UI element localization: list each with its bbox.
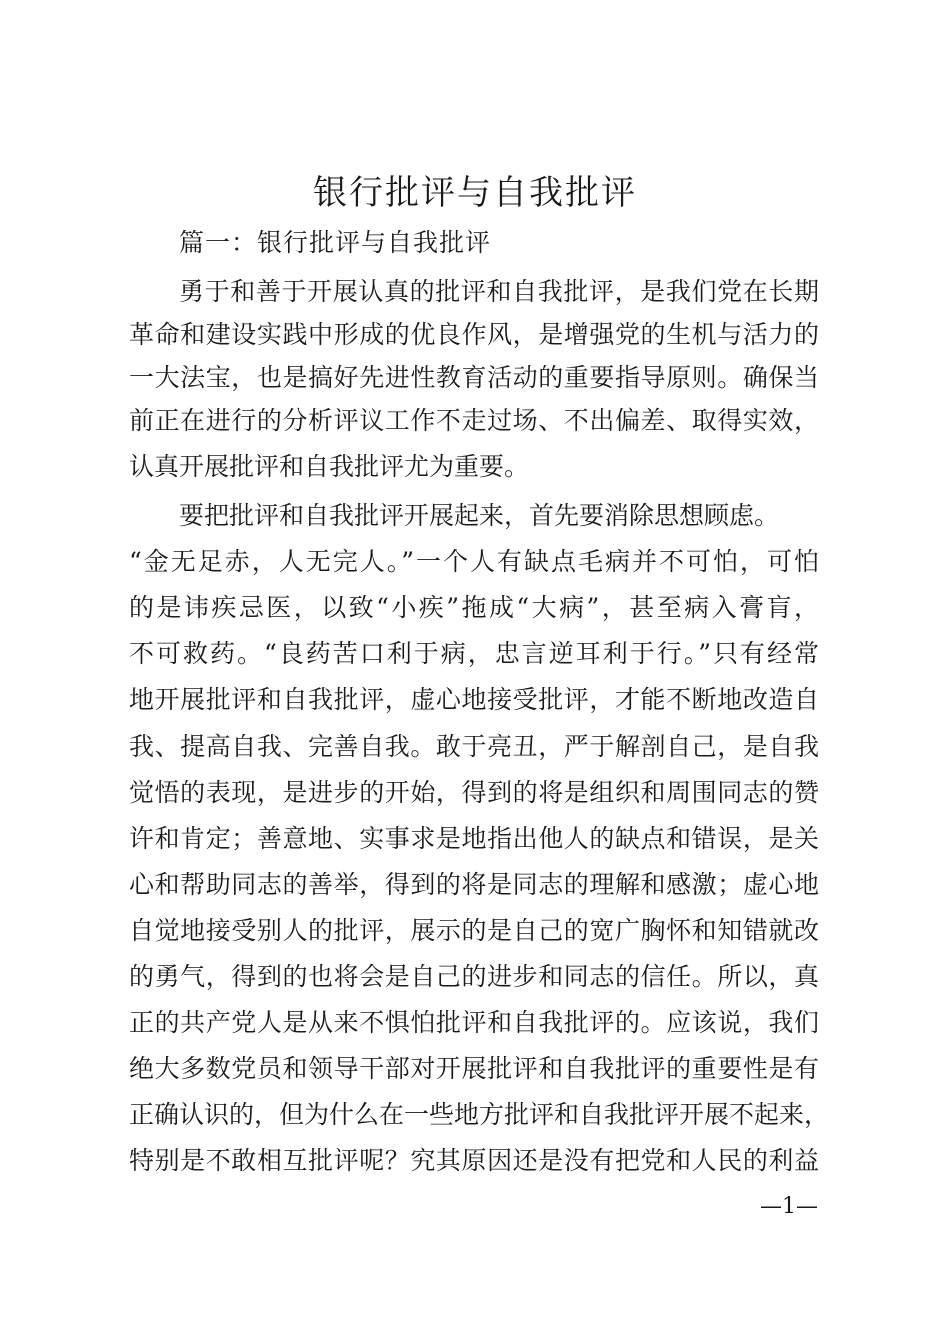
page-number: —1— (760, 1194, 818, 1219)
text-line: 特别是不敢相互批评呢？究其原因还是没有把党和人民的利益 (129, 1146, 819, 1175)
text-line: 勇于和善于开展认真的批评和自我批评，是我们党在长期 (179, 277, 819, 306)
section-heading: 篇一：银行批评与自我批评 (179, 228, 492, 257)
text-line: 不可救药。“良药苦口利于病，忠言逆耳利于行。”只有经常 (129, 639, 819, 668)
text-line: 正的共产党人是从来不惧怕批评和自我批评的。应该说，我们 (129, 1008, 819, 1037)
text-line: 许和肯定；善意地、实事求是地指出他人的缺点和错误，是关 (129, 824, 819, 853)
text-line: 认真开展批评和自我批评尤为重要。 (129, 452, 530, 481)
text-line: “金无足赤，人无完人。”一个人有缺点毛病并不可怕，可怕 (129, 547, 819, 576)
text-line: 正确认识的，但为什么在一些地方批评和自我批评开展不起来， (129, 1100, 830, 1129)
text-line: 革命和建设实践中形成的优良作风，是增强党的生机与活力的 (129, 320, 819, 349)
text-line: 的是讳疾忌医，以致“小疾”拖成“大病”，甚至病入膏肓， (129, 593, 819, 622)
text-line: 绝大多数党员和领导干部对开展批评和自我批评的重要性是有 (129, 1054, 819, 1083)
text-line: 觉悟的表现，是进步的开始，得到的将是组织和周围同志的赞 (129, 778, 819, 807)
text-line: 的勇气，得到的也将会是自己的进步和同志的信任。所以，真 (129, 962, 819, 991)
text-line: 一大法宝，也是搞好先进性教育活动的重要指导原则。确保当 (129, 363, 819, 392)
text-line: 要把批评和自我批评开展起来，首先要消除思想顾虑。 (179, 501, 780, 530)
text-line: 前正在进行的分析评议工作不走过场、不出偏差、取得实效， (129, 406, 819, 435)
text-line: 地开展批评和自我批评，虚心地接受批评，才能不断地改造自 (129, 685, 819, 714)
text-line: 自觉地接受别人的批评，展示的是自己的宽广胸怀和知错就改 (129, 916, 819, 945)
document-title: 银行批评与自我批评 (313, 173, 637, 213)
text-line: 心和帮助同志的善举，得到的将是同志的理解和感激；虚心地 (129, 870, 819, 899)
text-line: 我、提高自我、完善自我。敢于亮丑，严于解剖自己，是自我 (129, 732, 819, 761)
